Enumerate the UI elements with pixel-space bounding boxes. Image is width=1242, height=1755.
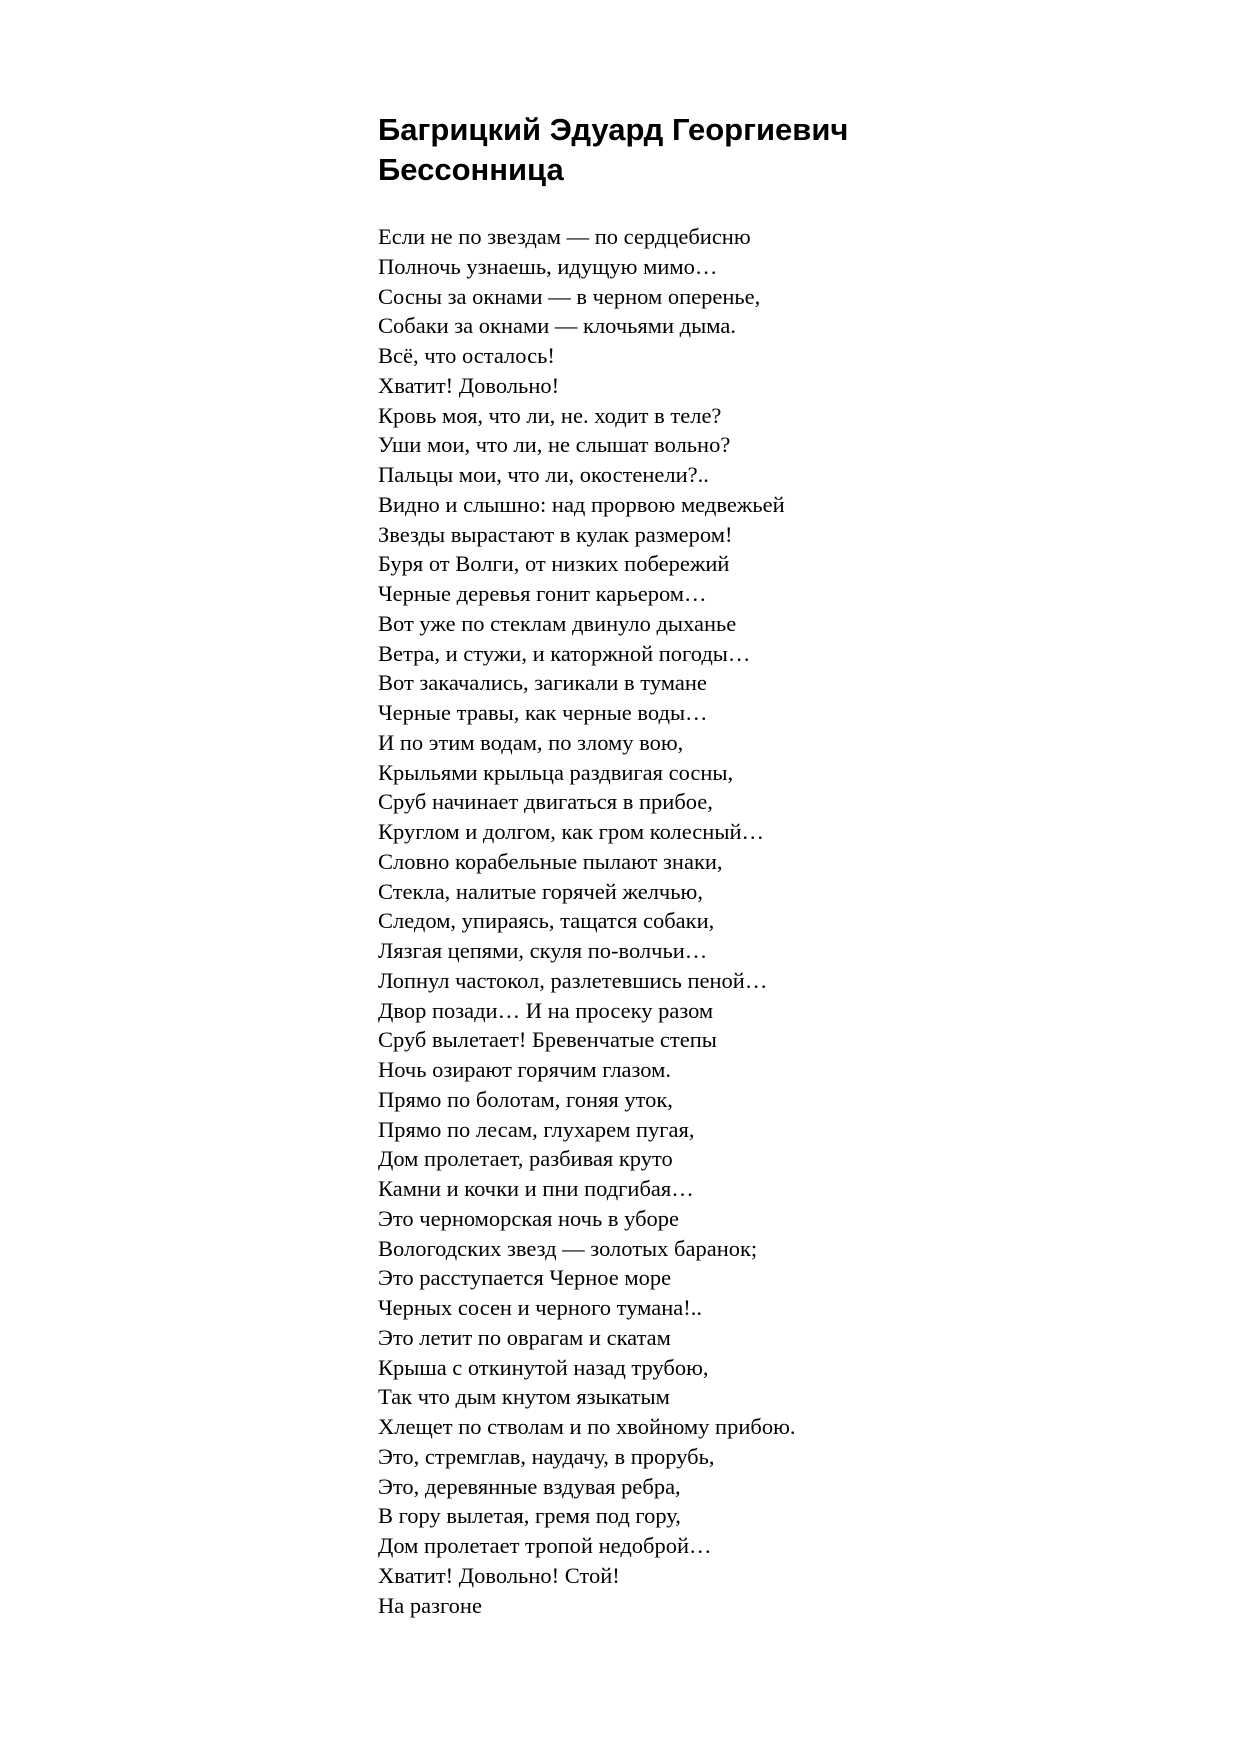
poem-line: Это летит по оврагам и скатам xyxy=(378,1324,671,1350)
poem-line: Видно и слышно: над прорвою медвежьей xyxy=(378,491,785,517)
poem-line: Так что дым кнутом языкатым xyxy=(378,1384,670,1410)
poem-line: Крыша с откинутой назад трубою, xyxy=(378,1354,709,1380)
poem-line: Следом, упираясь, тащатся собаки, xyxy=(378,908,715,934)
poem-line: И по этим водам, по злому вою, xyxy=(378,729,684,755)
author-name: Багрицкий Эдуард Георгиевич xyxy=(378,112,849,147)
poem-line: Стекла, налитые горячей желчью, xyxy=(378,878,703,904)
poem-line: Это черноморская ночь в уборе xyxy=(378,1205,680,1231)
poem-line: Прямо по болотам, гоняя уток, xyxy=(378,1086,673,1112)
poem-line: Черные травы, как черные воды… xyxy=(378,700,708,725)
poem-line: Если не по звездам — по сердцебисню xyxy=(378,224,751,249)
poem-body xyxy=(378,222,1198,1620)
poem-line: Всё, что осталось! xyxy=(378,343,555,368)
poem-line: В гору вылетая, гремя под гору, xyxy=(378,1503,681,1529)
poem-line: Дом пролетает тропой недоброй… xyxy=(378,1533,712,1558)
poem-line: Это, деревянные вздувая ребра, xyxy=(378,1473,681,1499)
poem-line: Черные деревья гонит карьером… xyxy=(378,581,707,606)
poem-line: Ветра, и стужи, и каторжной погоды… xyxy=(378,640,751,666)
poem-line: Сруб начинает двигаться в прибое, xyxy=(378,789,713,815)
poem-line: На разгоне xyxy=(378,1592,482,1618)
poem-line: Пальцы мои, что ли, окостенели?.. xyxy=(378,462,709,487)
poem-line: Камни и кочки и пни подгибая… xyxy=(378,1176,694,1201)
poem-line: Хватит! Довольно! Стой! xyxy=(378,1562,620,1588)
poem-line: Сосны за окнами — в черном оперенье, xyxy=(378,283,761,309)
poem-line: Словно корабельные пылают знаки, xyxy=(378,848,723,874)
poem-line: Уши мои, что ли, не слышат вольно? xyxy=(378,432,731,458)
poem-line: Вот уже по стеклам двинуло дыханье xyxy=(378,610,737,636)
poem-line: Вот закачались, загикали в тумане xyxy=(378,670,707,696)
poem-line: Полночь узнаешь, идущую мимо… xyxy=(378,253,718,279)
poem-line: Хлещет по стволам и по хвойному прибою. xyxy=(378,1414,796,1439)
poem-line: Лопнул частокол, разлетевшись пеной… xyxy=(378,967,768,993)
poem-line: Это, стремглав, наудачу, в прорубь, xyxy=(378,1443,715,1469)
poem-line: Круглом и долгом, как гром колесный… xyxy=(378,819,764,844)
poem-line: Двор позади… И на просеку разом xyxy=(378,997,714,1023)
poem-line: Ночь озирают горячим глазом. xyxy=(378,1057,671,1082)
poem-line: Это расступается Черное море xyxy=(378,1265,672,1291)
poem-line: Хватит! Довольно! xyxy=(378,372,560,398)
poem-line: Собаки за окнами — клочьями дыма. xyxy=(378,313,736,339)
poem-title: Бессонница xyxy=(378,152,564,187)
poem-line: Прямо по лесам, глухарем пугая, xyxy=(378,1116,695,1142)
poem-line: Лязгая цепями, скуля по-волчьи… xyxy=(378,938,708,963)
poem-line: Вологодских звезд — золотых баранок; xyxy=(378,1235,758,1261)
poem-line: Буря от Волги, от низких побережий xyxy=(378,551,730,577)
poem-line: Дом пролетает, разбивая круто xyxy=(378,1146,673,1172)
poem-line: Черных сосен и черного тумана!.. xyxy=(378,1295,702,1320)
poem-line: Сруб вылетает! Бревенчатые степы xyxy=(378,1027,717,1053)
poem-line: Звезды вырастают в кулак размером! xyxy=(378,521,733,547)
poem-line: Крыльями крыльца раздвигая сосны, xyxy=(378,759,734,785)
poem-line: Кровь моя, что ли, не. ходит в теле? xyxy=(378,402,722,428)
document-header xyxy=(378,110,1178,190)
